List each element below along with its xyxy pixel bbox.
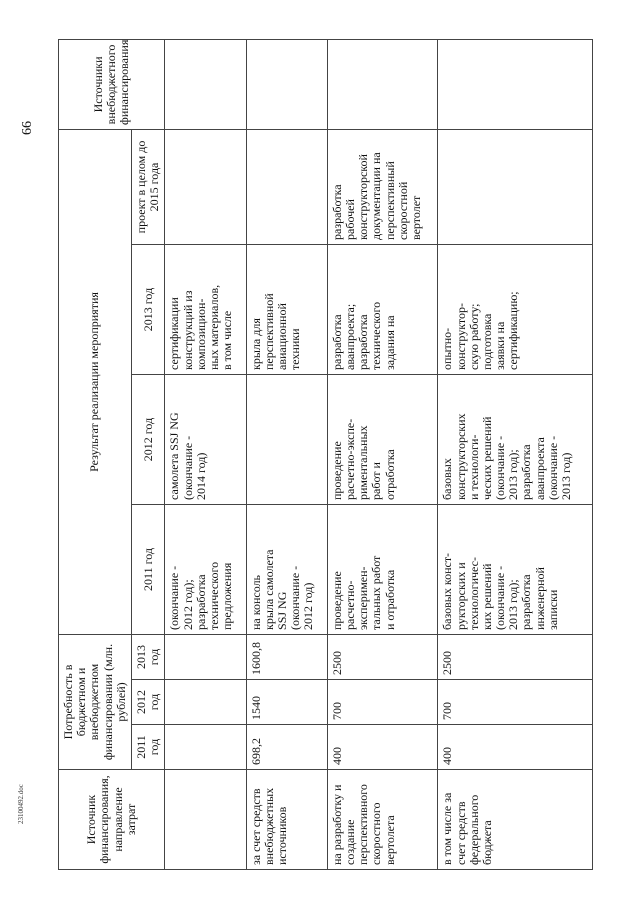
- cell-extra: [246, 39, 327, 129]
- cell-result-2011: на консоль крыла самолета SSJ NG (окончание - 2012 год): [246, 504, 327, 634]
- table-row: [327, 39, 438, 869]
- cell-value-2012: 700: [438, 680, 593, 725]
- cell-value-2011: 698,2: [246, 725, 327, 770]
- cell-result-2013: крыла для перспективной авиационной техники: [246, 244, 327, 374]
- cell-project: [165, 129, 246, 244]
- header-result: Результат реализации мероприятия: [59, 129, 132, 634]
- cell-result-2013: опытно- конструктор- скую работу; подготовка заявки на сертификацию;: [438, 244, 593, 374]
- cell-value-2011: [165, 725, 246, 770]
- cell-value-2012: 700: [327, 680, 438, 725]
- cell-value-2013: 2500: [327, 634, 438, 679]
- cell-project: [246, 129, 327, 244]
- cell-extra: [165, 39, 246, 129]
- cell-value-2011: 400: [327, 725, 438, 770]
- cell-result-2011: базовых конст- рукторских и технологичес- ких решений (окончание - 2013 год); разработка инженерной записки: [438, 504, 593, 634]
- page-number: 66: [20, 121, 35, 135]
- header-year-2013: 2013 год: [131, 634, 164, 679]
- cell-value-2013: [165, 634, 246, 679]
- cell-result-2012: базовых конструкторских и технологи- ческих решений (окончание - 2013 год); разработка аванпроекта (окончание - 2013 год): [438, 374, 593, 504]
- cell-result-2012: проведение расчетно-экспе- риментальных работ и отработка: [327, 374, 438, 504]
- cell-project: [438, 129, 593, 244]
- cell-extra: [438, 39, 593, 129]
- footer-code: 23100492.doc: [17, 784, 25, 824]
- cell-result-2013: разработка аванпроекта; разработка технического задания на: [327, 244, 438, 374]
- financing-table: [58, 39, 593, 870]
- cell-source: на разработку и создание перспективного скоростного вертолета: [327, 770, 438, 870]
- header-project: проект в целом до 2015 года: [131, 129, 164, 244]
- cell-result-2012: [246, 374, 327, 504]
- cell-value-2012: 1540: [246, 680, 327, 725]
- header-extra: Источники внебюджетного финансирования: [59, 39, 165, 129]
- cell-value-2012: [165, 680, 246, 725]
- header-year-2011: 2011 год: [131, 725, 164, 770]
- cell-result-2011: (окончание - 2012 год); разработка технического предложения: [165, 504, 246, 634]
- header-year-2012: 2012 год: [131, 680, 164, 725]
- table-row: [165, 39, 246, 869]
- cell-value-2011: 400: [438, 725, 593, 770]
- rotated-table-wrap: [58, 40, 593, 870]
- header-result-2012: 2012 год: [131, 374, 164, 504]
- cell-source: в том числе за счет средств федерального бюджета: [438, 770, 593, 870]
- cell-project: разработка рабочей конструкторской документации на перспективный скоростной вертолет: [327, 129, 438, 244]
- cell-result-2012: самолета SSJ NG (окончание - 2014 год): [165, 374, 246, 504]
- header-result-2013: 2013 год: [131, 244, 164, 374]
- cell-result-2011: проведение расчетно- эксперимен- тальных работ и отработка: [327, 504, 438, 634]
- cell-result-2013: сертификации конструкций из композицион- ных материалов, в том числе: [165, 244, 246, 374]
- header-need: Потребность в бюджетном и внебюджетном финансировании (млн. рублей): [59, 634, 132, 769]
- header-source: Источник финансирования, направление затрат: [59, 770, 165, 870]
- table-row: [438, 39, 593, 869]
- cell-value-2013: 2500: [438, 634, 593, 679]
- header-result-2011: 2011 год: [131, 504, 164, 634]
- cell-extra: [327, 39, 438, 129]
- cell-value-2013: 1600,8: [246, 634, 327, 679]
- table-row: [246, 39, 327, 869]
- cell-source: [165, 770, 246, 870]
- cell-source: за счет средств внебюджетных источников: [246, 770, 327, 870]
